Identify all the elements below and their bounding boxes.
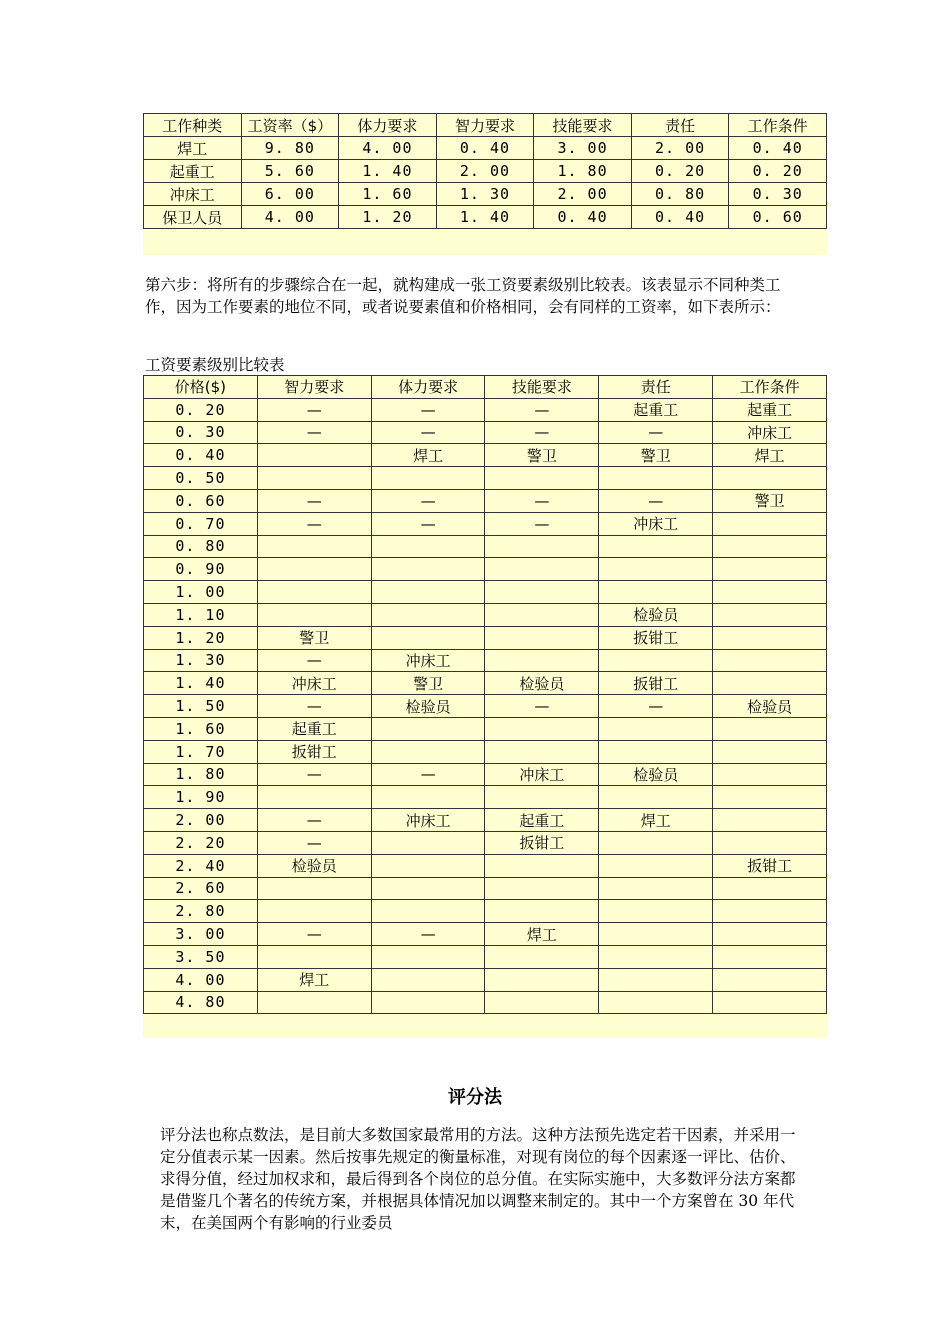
table-cell [371,991,485,1014]
table-cell [485,854,599,877]
table-row [144,717,827,740]
table-cell [257,535,371,558]
table-cell: — [257,649,371,672]
table-cell: 3. 00 [534,137,632,160]
table-cell: 检验员 [257,854,371,877]
column-header: 智力要求 [436,114,534,137]
table-cell [485,877,599,900]
column-header: 体力要求 [339,114,437,137]
table-cell: 1. 60 [339,183,437,206]
table-row [144,695,827,718]
table-cell [371,558,485,581]
table-cell [485,786,599,809]
table-cell: 冲床工 [371,809,485,832]
table-cell: 1. 40 [436,206,534,229]
table-cell: 1. 80 [534,160,632,183]
table-cell: 冲床工 [144,183,242,206]
table-cell [485,558,599,581]
table-cell [371,626,485,649]
table-cell [257,467,371,490]
table-row [144,786,827,809]
table-cell: 检验员 [485,672,599,695]
table-cell: 0. 50 [144,467,258,490]
table-header-row [144,376,827,399]
table-row [144,900,827,923]
table-cell [371,467,485,490]
table-row [144,444,827,467]
column-header: 智力要求 [257,376,371,399]
table-cell: 检验员 [713,695,827,718]
table-cell [713,603,827,626]
column-header: 技能要求 [534,114,632,137]
table2-caption: 工资要素级别比较表 [145,356,285,374]
table-cell [485,467,599,490]
table-cell: 扳钳工 [599,672,713,695]
scoring-method-paragraph: 评分法也称点数法，是目前大多数国家最常用的方法。这种方法预先选定若干因素，并采用一定分值表示某一因素。然后按事先规定的衡量标准，对现有岗位的每个因素逐一评比、估价、求得分值，经过加权求和，最后得到各个岗位的总分值。在实际实施中，大多数评分法方案都是借鉴几个著名的传统方案，并根据具体情况加以调整来制定的。其中一个方案曾在 30 年代末，在美国两个有影响的行业委员 [160,1126,796,1232]
table-cell [713,558,827,581]
table-cell: 0. 40 [729,137,827,160]
job-factor-table [143,113,827,255]
table-cell [371,900,485,923]
table-cell [371,945,485,968]
table-cell: 2. 00 [631,137,729,160]
table-cell: 1. 40 [144,672,258,695]
table-cell: 5. 60 [241,160,339,183]
table-cell [257,877,371,900]
table-cell: 0. 40 [534,206,632,229]
table-cell [713,649,827,672]
table-cell: — [257,398,371,421]
table-cell [257,945,371,968]
table-cell: — [257,763,371,786]
wage-factor-grid [143,375,827,1014]
table-row [144,854,827,877]
table-row [144,923,827,946]
table-cell: 焊工 [371,444,485,467]
table-cell [599,877,713,900]
table-cell: 起重工 [485,809,599,832]
table-row [144,512,827,535]
table-cell [713,581,827,604]
table-cell [599,900,713,923]
table-cell: 起重工 [599,398,713,421]
job-factor-grid [143,113,827,229]
table-cell: 4. 00 [339,137,437,160]
table-cell [599,740,713,763]
table-cell [599,581,713,604]
table-cell [257,558,371,581]
table-cell: — [485,695,599,718]
table-row [144,160,827,183]
table-cell: — [371,512,485,535]
table-cell [485,717,599,740]
table-cell: 1. 70 [144,740,258,763]
table-cell: 0. 30 [729,183,827,206]
table-cell [713,831,827,854]
table-cell: 2. 60 [144,877,258,900]
table-cell: — [599,695,713,718]
table-cell: 警卫 [485,444,599,467]
section-heading: 评分法 [448,1087,502,1108]
table-cell: 焊工 [257,968,371,991]
table-cell: 焊工 [599,809,713,832]
table-cell: 1. 30 [436,183,534,206]
table-cell [713,512,827,535]
table-row [144,763,827,786]
table-cell [371,854,485,877]
table-cell: — [371,421,485,444]
table-cell [599,717,713,740]
table-cell: 1. 20 [144,626,258,649]
table-cell: 0. 70 [144,512,258,535]
table-cell [371,603,485,626]
table-row [144,535,827,558]
table-cell [599,831,713,854]
table-cell: 起重工 [713,398,827,421]
table-cell: 6. 00 [241,183,339,206]
table-cell: 3. 50 [144,945,258,968]
table-cell [599,649,713,672]
table-cell: 1. 30 [144,649,258,672]
table-cell: 冲床工 [371,649,485,672]
table-cell [599,968,713,991]
table-cell: — [257,695,371,718]
table-cell: 1. 00 [144,581,258,604]
table-cell: 检验员 [599,603,713,626]
table-cell [371,968,485,991]
table-cell [371,877,485,900]
table-row [144,672,827,695]
table-cell [599,854,713,877]
table-cell: 0. 80 [631,183,729,206]
table-cell [257,991,371,1014]
table-cell [599,945,713,968]
column-header: 工资率（$） [241,114,339,137]
table-cell [485,740,599,763]
table-cell [371,535,485,558]
table-cell [713,717,827,740]
wage-factor-comparison-table [143,375,827,1038]
table-cell: 3. 00 [144,923,258,946]
table-cell: 冲床工 [713,421,827,444]
table-cell [257,603,371,626]
table-row [144,626,827,649]
table-cell [599,991,713,1014]
table-cell: 焊工 [713,444,827,467]
table-cell [485,945,599,968]
table-cell: 起重工 [144,160,242,183]
column-header: 体力要求 [371,376,485,399]
table-cell: 2. 80 [144,900,258,923]
table-cell: 4. 80 [144,991,258,1014]
table-cell [257,444,371,467]
table-row [144,809,827,832]
table-cell [713,809,827,832]
table-cell: 警卫 [257,626,371,649]
table-cell: 扳钳工 [485,831,599,854]
table-cell: 2. 40 [144,854,258,877]
table-cell [371,831,485,854]
table-cell: — [485,512,599,535]
table-cell: 冲床工 [485,763,599,786]
table-cell: 起重工 [257,717,371,740]
table-cell [713,877,827,900]
table-cell: 检验员 [371,695,485,718]
table-cell: 0. 40 [631,206,729,229]
table-cell: 0. 20 [631,160,729,183]
table-cell: 0. 40 [436,137,534,160]
table-cell: — [257,512,371,535]
table-cell [713,626,827,649]
table-cell: 9. 80 [241,137,339,160]
table-cell: 警卫 [371,672,485,695]
table-row [144,945,827,968]
table-header-row [144,114,827,137]
table-cell [599,535,713,558]
column-header: 工作条件 [729,114,827,137]
table-cell: 冲床工 [257,672,371,695]
table-cell [713,467,827,490]
column-header: 责任 [599,376,713,399]
table-cell [713,968,827,991]
table-cell: — [371,489,485,512]
table-row [144,137,827,160]
table-cell: 1. 90 [144,786,258,809]
table-cell [713,786,827,809]
table-row [144,740,827,763]
table-cell: 0. 80 [144,535,258,558]
table-cell: — [371,398,485,421]
table-cell: 0. 40 [144,444,258,467]
table-cell: 4. 00 [241,206,339,229]
table-row [144,581,827,604]
table-cell: 0. 60 [144,489,258,512]
table-cell: 1. 10 [144,603,258,626]
table-cell [713,945,827,968]
table-row [144,206,827,229]
table-cell [257,900,371,923]
table-cell: 检验员 [599,763,713,786]
table-cell: 保卫人员 [144,206,242,229]
table-cell: 1. 50 [144,695,258,718]
table-cell [599,558,713,581]
table-cell [713,763,827,786]
table-row [144,421,827,444]
table-cell: 1. 40 [339,160,437,183]
table-cell: 焊工 [485,923,599,946]
table-cell [599,786,713,809]
table-cell [713,923,827,946]
column-header: 工作种类 [144,114,242,137]
column-header: 工作条件 [713,376,827,399]
table-row [144,489,827,512]
table-cell: 扳钳工 [713,854,827,877]
table-cell: 2. 00 [436,160,534,183]
table-cell: — [599,421,713,444]
table-row [144,603,827,626]
table-cell: — [371,763,485,786]
table-cell: 1. 60 [144,717,258,740]
table-cell: 0. 30 [144,421,258,444]
table-cell [485,581,599,604]
table-cell [485,991,599,1014]
table-cell: — [485,421,599,444]
table-cell: — [257,831,371,854]
table-row [144,991,827,1014]
table-row [144,877,827,900]
table-cell: 焊工 [144,137,242,160]
table-cell [713,740,827,763]
table-cell: 警卫 [599,444,713,467]
table-cell [371,740,485,763]
table-cell: — [257,421,371,444]
table-cell: 0. 60 [729,206,827,229]
table-cell: 4. 00 [144,968,258,991]
table-cell: 2. 00 [144,809,258,832]
table-cell: 冲床工 [599,512,713,535]
table-cell [485,535,599,558]
table-cell [713,900,827,923]
table-cell [371,717,485,740]
table-cell: 0. 20 [144,398,258,421]
column-header: 价格($) [144,376,258,399]
table-cell: — [485,489,599,512]
table-row [144,649,827,672]
table-cell: — [257,809,371,832]
table-cell [599,923,713,946]
table-cell [257,786,371,809]
table-cell [713,672,827,695]
table-cell: 0. 20 [729,160,827,183]
table-row [144,183,827,206]
table-cell [257,581,371,604]
table-cell: — [371,923,485,946]
table-cell [713,991,827,1014]
column-header: 技能要求 [485,376,599,399]
table-cell [485,900,599,923]
table-cell [599,467,713,490]
table-cell [485,626,599,649]
table-cell: 1. 80 [144,763,258,786]
table-cell [485,968,599,991]
table-cell [371,581,485,604]
table-cell: 2. 20 [144,831,258,854]
table-row [144,467,827,490]
table-cell: 警卫 [713,489,827,512]
table-cell: 扳钳工 [599,626,713,649]
table-cell: — [485,398,599,421]
table-cell [485,603,599,626]
table-cell [485,649,599,672]
table-cell: — [257,489,371,512]
table-cell: — [257,923,371,946]
step6-paragraph: 第六步：将所有的步骤综合在一起，就构建成一张工资要素级别比较表。该表显示不同种类工作，因为工作要素的地位不同，或者说要素值和价格相同，会有同样的工资率，如下表所示： [145,276,781,316]
table-cell: — [599,489,713,512]
table-cell [713,535,827,558]
table-cell [371,786,485,809]
table-row [144,968,827,991]
table-cell: 0. 90 [144,558,258,581]
column-header: 责任 [631,114,729,137]
table-cell: 1. 20 [339,206,437,229]
table-cell: 扳钳工 [257,740,371,763]
table-row [144,558,827,581]
table-row [144,398,827,421]
table-cell: 2. 00 [534,183,632,206]
table-row [144,831,827,854]
